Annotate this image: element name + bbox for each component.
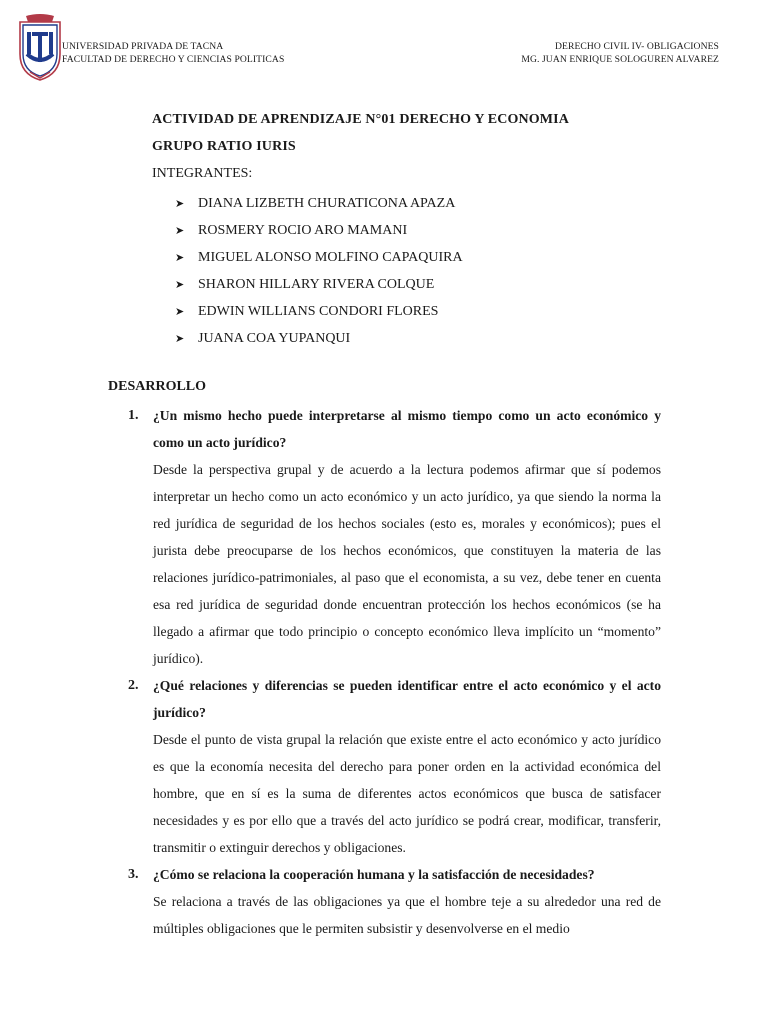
arrow-bullet-icon: ➤ (175, 306, 185, 318)
question-number: 3. (128, 867, 139, 882)
header-institution (62, 41, 284, 66)
question-text: ¿Un mismo hecho puede interpretarse al mismo tiempo como un acto económico y como un acto jurídico? (153, 408, 661, 450)
list-item (175, 325, 463, 352)
list-item (175, 244, 463, 271)
section-title: DESARROLLO (108, 379, 207, 394)
question-number: 1. (128, 408, 139, 423)
answer-3: Se relaciona a través de las obligaciones ya que el hombre teje a su alrededor una red de múltiples obligaciones que le permiten subsistir y desenvolverse en el medio (153, 894, 661, 936)
faculty-name: FACULTAD DE DERECHO Y CIENCIAS POLITICAS (62, 53, 285, 65)
member-name: DIANA LIZBETH CHURATICONA APAZA (198, 195, 456, 211)
question-2 (128, 672, 661, 726)
list-item (175, 298, 463, 325)
questions-section (128, 402, 661, 942)
arrow-bullet-icon: ➤ (175, 198, 185, 210)
course-name: DERECHO CIVIL IV- OBLIGACIONES (554, 41, 719, 52)
list-item (175, 271, 463, 298)
member-name: MIGUEL ALONSO MOLFINO CAPAQUIRA (198, 249, 463, 265)
arrow-bullet-icon: ➤ (175, 252, 185, 264)
question-text: ¿Qué relaciones y diferencias se pueden identificar entre el acto económico y el acto jurídico? (153, 678, 661, 720)
member-name: JUANA COA YUPANQUI (198, 330, 351, 346)
question-number: 2. (128, 678, 139, 693)
activity-title: ACTIVIDAD DE APRENDIZAJE N°01 DERECHO Y ECONOMIA (152, 112, 570, 127)
page-header (0, 0, 768, 90)
arrow-bullet-icon: ➤ (175, 279, 185, 291)
question-3 (128, 861, 661, 888)
members-list (175, 190, 463, 352)
answer-2: Desde el punto de vista grupal la relación que existe entre el acto económico y acto jurídico es que la economía necesita del derecho para poner orden en la actividad económica del hombre, que en sí es la suma de diferentes actos económicos que busca de satisfacer necesidades y es por ello que a través del acto jurídico se podrá crear, modificar, transferir, transmitir o extinguir derechos y obligaciones. (153, 732, 661, 855)
question-1 (128, 402, 661, 456)
member-name: SHARON HILLARY RIVERA COLQUE (198, 276, 435, 292)
professor-name: MG. JUAN ENRIQUE SOLOGUREN ALVAREZ (521, 53, 719, 65)
member-name: EDWIN WILLIANS CONDORI FLORES (198, 303, 439, 319)
list-item (175, 217, 463, 244)
university-name: UNIVERSIDAD PRIVADA DE TACNA (62, 41, 224, 52)
answer-1: Desde la perspectiva grupal y de acuerdo a la lectura podemos afirmar que sí podemos interpretar un hecho como un acto económico y un acto jurídico, ya que siendo la norma la red jurídica de seguridad de los hechos sociales (esto es, morales y económicos); pues el jurista debe preocuparse de los hechos económicos, que constituyen la materia de las relaciones jurídico-patrimoniales, al paso que el economista, a su vez, debe tener en cuenta esa red jurídica de seguridad donde encuentran protección los hechos económicos (se ha llegado a afirmar que todo principio o concepto económico lleva implícito un “momento” jurídico). (153, 462, 661, 666)
arrow-bullet-icon: ➤ (175, 333, 185, 345)
members-label: INTEGRANTES: (152, 166, 253, 181)
header-course (521, 41, 719, 66)
university-logo (18, 14, 62, 82)
group-name: GRUPO RATIO IURIS (152, 139, 296, 154)
member-name: ROSMERY ROCIO ARO MAMANI (198, 222, 408, 238)
question-text: ¿Cómo se relaciona la cooperación humana y la satisfacción de necesidades? (153, 867, 595, 882)
list-item (175, 190, 463, 217)
arrow-bullet-icon: ➤ (175, 225, 185, 237)
